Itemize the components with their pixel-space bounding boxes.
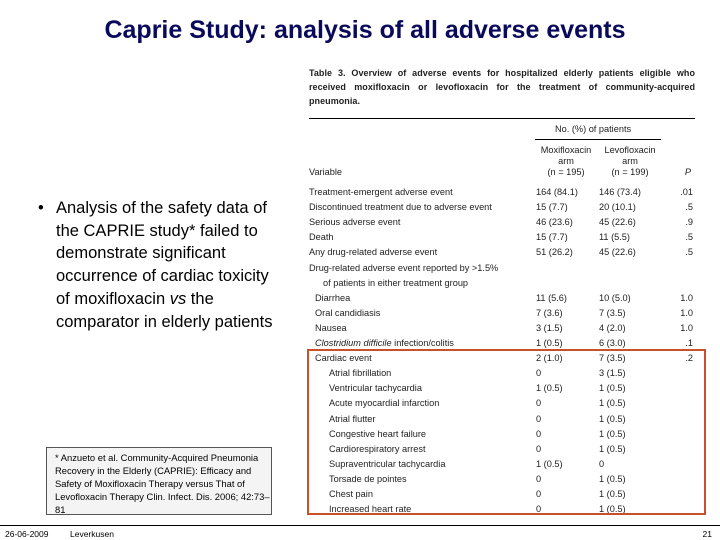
table-row: [309, 247, 695, 262]
levofloxacin-cell: 4 (2.0): [599, 322, 626, 333]
variable-cell: Diarrhea: [315, 292, 351, 303]
variable-cell: Death: [309, 232, 334, 243]
col-levo-arm: arm: [622, 156, 638, 166]
levofloxacin-cell: 1 (0.5): [599, 398, 626, 409]
bullet-icon: •: [38, 199, 44, 217]
variable-cell: Ventricular tachycardia: [329, 383, 422, 394]
moxifloxacin-cell: 15 (7.7): [536, 232, 568, 243]
moxifloxacin-cell: 0: [536, 398, 542, 409]
levofloxacin-cell: 1 (0.5): [599, 383, 626, 394]
moxifloxacin-cell: 3 (1.5): [536, 322, 563, 333]
table-row: [309, 217, 695, 232]
reference-box: * Anzueto et al. Community-Acquired Pneumonia Recovery in the Elderly (CAPRIE): Efficacy and Safety of Moxifloxacin Therapy versus That of Levofloxacin Therapy Clin. Infect. Dis. 2006; 42:73–81: [46, 447, 272, 515]
variable-cell: Clostridium difficile infection/colitis: [315, 338, 454, 348]
col-moxi-n: (n = 195): [547, 167, 585, 177]
variable-cell: Acute myocardial infarction: [329, 398, 440, 409]
variable-cell: Supraventricular tachycardia: [329, 458, 446, 469]
levofloxacin-cell: 1 (0.5): [599, 504, 626, 515]
levofloxacin-cell: 1 (0.5): [599, 413, 626, 424]
variable-cell: Cardiac event: [315, 353, 372, 364]
col-levo-name: Levofloxacin: [604, 145, 656, 155]
table-row: [309, 263, 695, 278]
variable-cell: Atrial fibrillation: [329, 368, 392, 379]
moxifloxacin-cell: 46 (23.6): [536, 217, 573, 228]
table-row: [309, 308, 695, 323]
p-value-cell: .9: [685, 217, 693, 228]
moxifloxacin-cell: 0: [536, 428, 542, 439]
table-top-rule: [309, 118, 695, 119]
moxifloxacin-cell: 0: [536, 504, 542, 515]
moxifloxacin-cell: 11 (5.6): [536, 292, 567, 303]
footer-location: Leverkusen: [70, 529, 114, 539]
footer-rule: [0, 525, 720, 526]
variable-cell: Torsade de pointes: [329, 473, 407, 484]
levofloxacin-cell: 45 (22.6): [599, 247, 636, 258]
moxifloxacin-cell: 15 (7.7): [536, 202, 568, 213]
table-row: [309, 202, 695, 217]
moxifloxacin-cell: 0: [536, 489, 542, 499]
table-row: [309, 323, 695, 338]
table-row: [309, 232, 695, 247]
p-value-cell: .01: [680, 187, 693, 197]
moxifloxacin-cell: 0: [536, 473, 542, 484]
variable-cell: Oral candidiasis: [315, 307, 381, 318]
p-value-cell: 1.0: [680, 322, 693, 333]
levofloxacin-cell: 1 (0.5): [599, 489, 626, 499]
levofloxacin-cell: 11 (5.5): [599, 232, 630, 243]
p-value-cell: 1.0: [680, 307, 693, 318]
levofloxacin-cell: 146 (73.4): [599, 187, 641, 197]
page-number: 21: [702, 529, 712, 539]
table-row: [309, 293, 695, 308]
levofloxacin-cell: 6 (3.0): [599, 338, 626, 348]
variable-cell: Drug-related adverse event reported by >1.5%: [309, 262, 499, 273]
p-value-cell: .1: [685, 338, 693, 348]
variable-cell: Cardiorespiratory arrest: [329, 443, 426, 454]
p-value-cell: 1.0: [680, 292, 693, 303]
levofloxacin-cell: 7 (3.5): [599, 307, 626, 318]
levofloxacin-cell: 20 (10.1): [599, 202, 636, 213]
moxifloxacin-cell: 1 (0.5): [536, 383, 563, 394]
variable-cell: Discontinued treatment due to adverse event: [309, 202, 492, 213]
moxifloxacin-cell: 2 (1.0): [536, 353, 563, 364]
group-header: No. (%) of patients: [555, 124, 632, 134]
moxifloxacin-cell: 0: [536, 413, 542, 424]
cardiac-events-highlight: [307, 349, 706, 515]
slide-title: Caprie Study: analysis of all adverse events: [104, 16, 626, 44]
adverse-events-table: [309, 66, 695, 515]
variable-cell: Any drug-related adverse event: [309, 247, 438, 258]
levofloxacin-cell: 10 (5.0): [599, 292, 631, 303]
col-moxi-arm: arm: [558, 156, 574, 166]
col-p-header: P: [684, 167, 691, 177]
moxifloxacin-cell: 1 (0.5): [536, 338, 563, 348]
levofloxacin-cell: 1 (0.5): [599, 428, 626, 439]
variable-cell: Treatment-emergent adverse event: [309, 187, 453, 197]
col-levo-n: (n = 199): [611, 167, 649, 177]
footer-date: 26-06-2009: [5, 529, 49, 539]
col-variable-header: Variable: [309, 167, 343, 177]
variable-cell: Serious adverse event: [309, 217, 401, 228]
table-row: [309, 187, 695, 202]
levofloxacin-cell: 3 (1.5): [599, 368, 626, 379]
p-value-cell: .5: [685, 247, 693, 258]
levofloxacin-cell: 45 (22.6): [599, 217, 636, 228]
p-value-cell: .2: [685, 353, 693, 364]
bullet-text: [56, 197, 278, 333]
variable-cell: of patients in either treatment group: [323, 277, 469, 288]
bullet-point: [38, 197, 278, 333]
moxifloxacin-cell: 0: [536, 443, 542, 454]
p-value-cell: .5: [685, 202, 693, 213]
col-levo-header: [599, 145, 661, 178]
levofloxacin-cell: 1 (0.5): [599, 443, 626, 454]
moxifloxacin-cell: 1 (0.5): [536, 458, 563, 469]
p-value-cell: .5: [685, 232, 693, 243]
levofloxacin-cell: 1 (0.5): [599, 473, 626, 484]
variable-cell: Nausea: [315, 322, 347, 333]
moxifloxacin-cell: 0: [536, 368, 542, 379]
moxifloxacin-cell: 51 (26.2): [536, 247, 573, 258]
bullet-text-em: vs: [169, 289, 187, 308]
moxifloxacin-cell: 7 (3.6): [536, 307, 563, 318]
variable-cell: Increased heart rate: [329, 504, 412, 515]
levofloxacin-cell: 7 (3.5): [599, 353, 626, 364]
variable-cell: Atrial flutter: [329, 413, 376, 424]
col-moxi-header: [535, 145, 597, 178]
group-header-rule: [535, 139, 661, 140]
moxifloxacin-cell: 164 (84.1): [536, 187, 578, 197]
bullet-text-post: the comparator in elderly patients: [56, 289, 273, 331]
col-moxi-name: Moxifloxacin: [540, 145, 592, 155]
variable-cell: Chest pain: [329, 489, 373, 499]
bullet-text-pre: Analysis of the safety data of the CAPRIE study* failed to demonstrate significant occurrence of cardiac toxicity of moxifloxacin: [56, 199, 269, 308]
levofloxacin-cell: 0: [599, 458, 605, 469]
variable-cell: Congestive heart failure: [329, 428, 427, 439]
table-row: [309, 278, 695, 293]
table-caption: Table 3. Overview of adverse events for hospitalized elderly patients eligible who received moxifloxacin or levofloxacin for the treatment of community-acquired pneumonia.: [309, 68, 695, 106]
